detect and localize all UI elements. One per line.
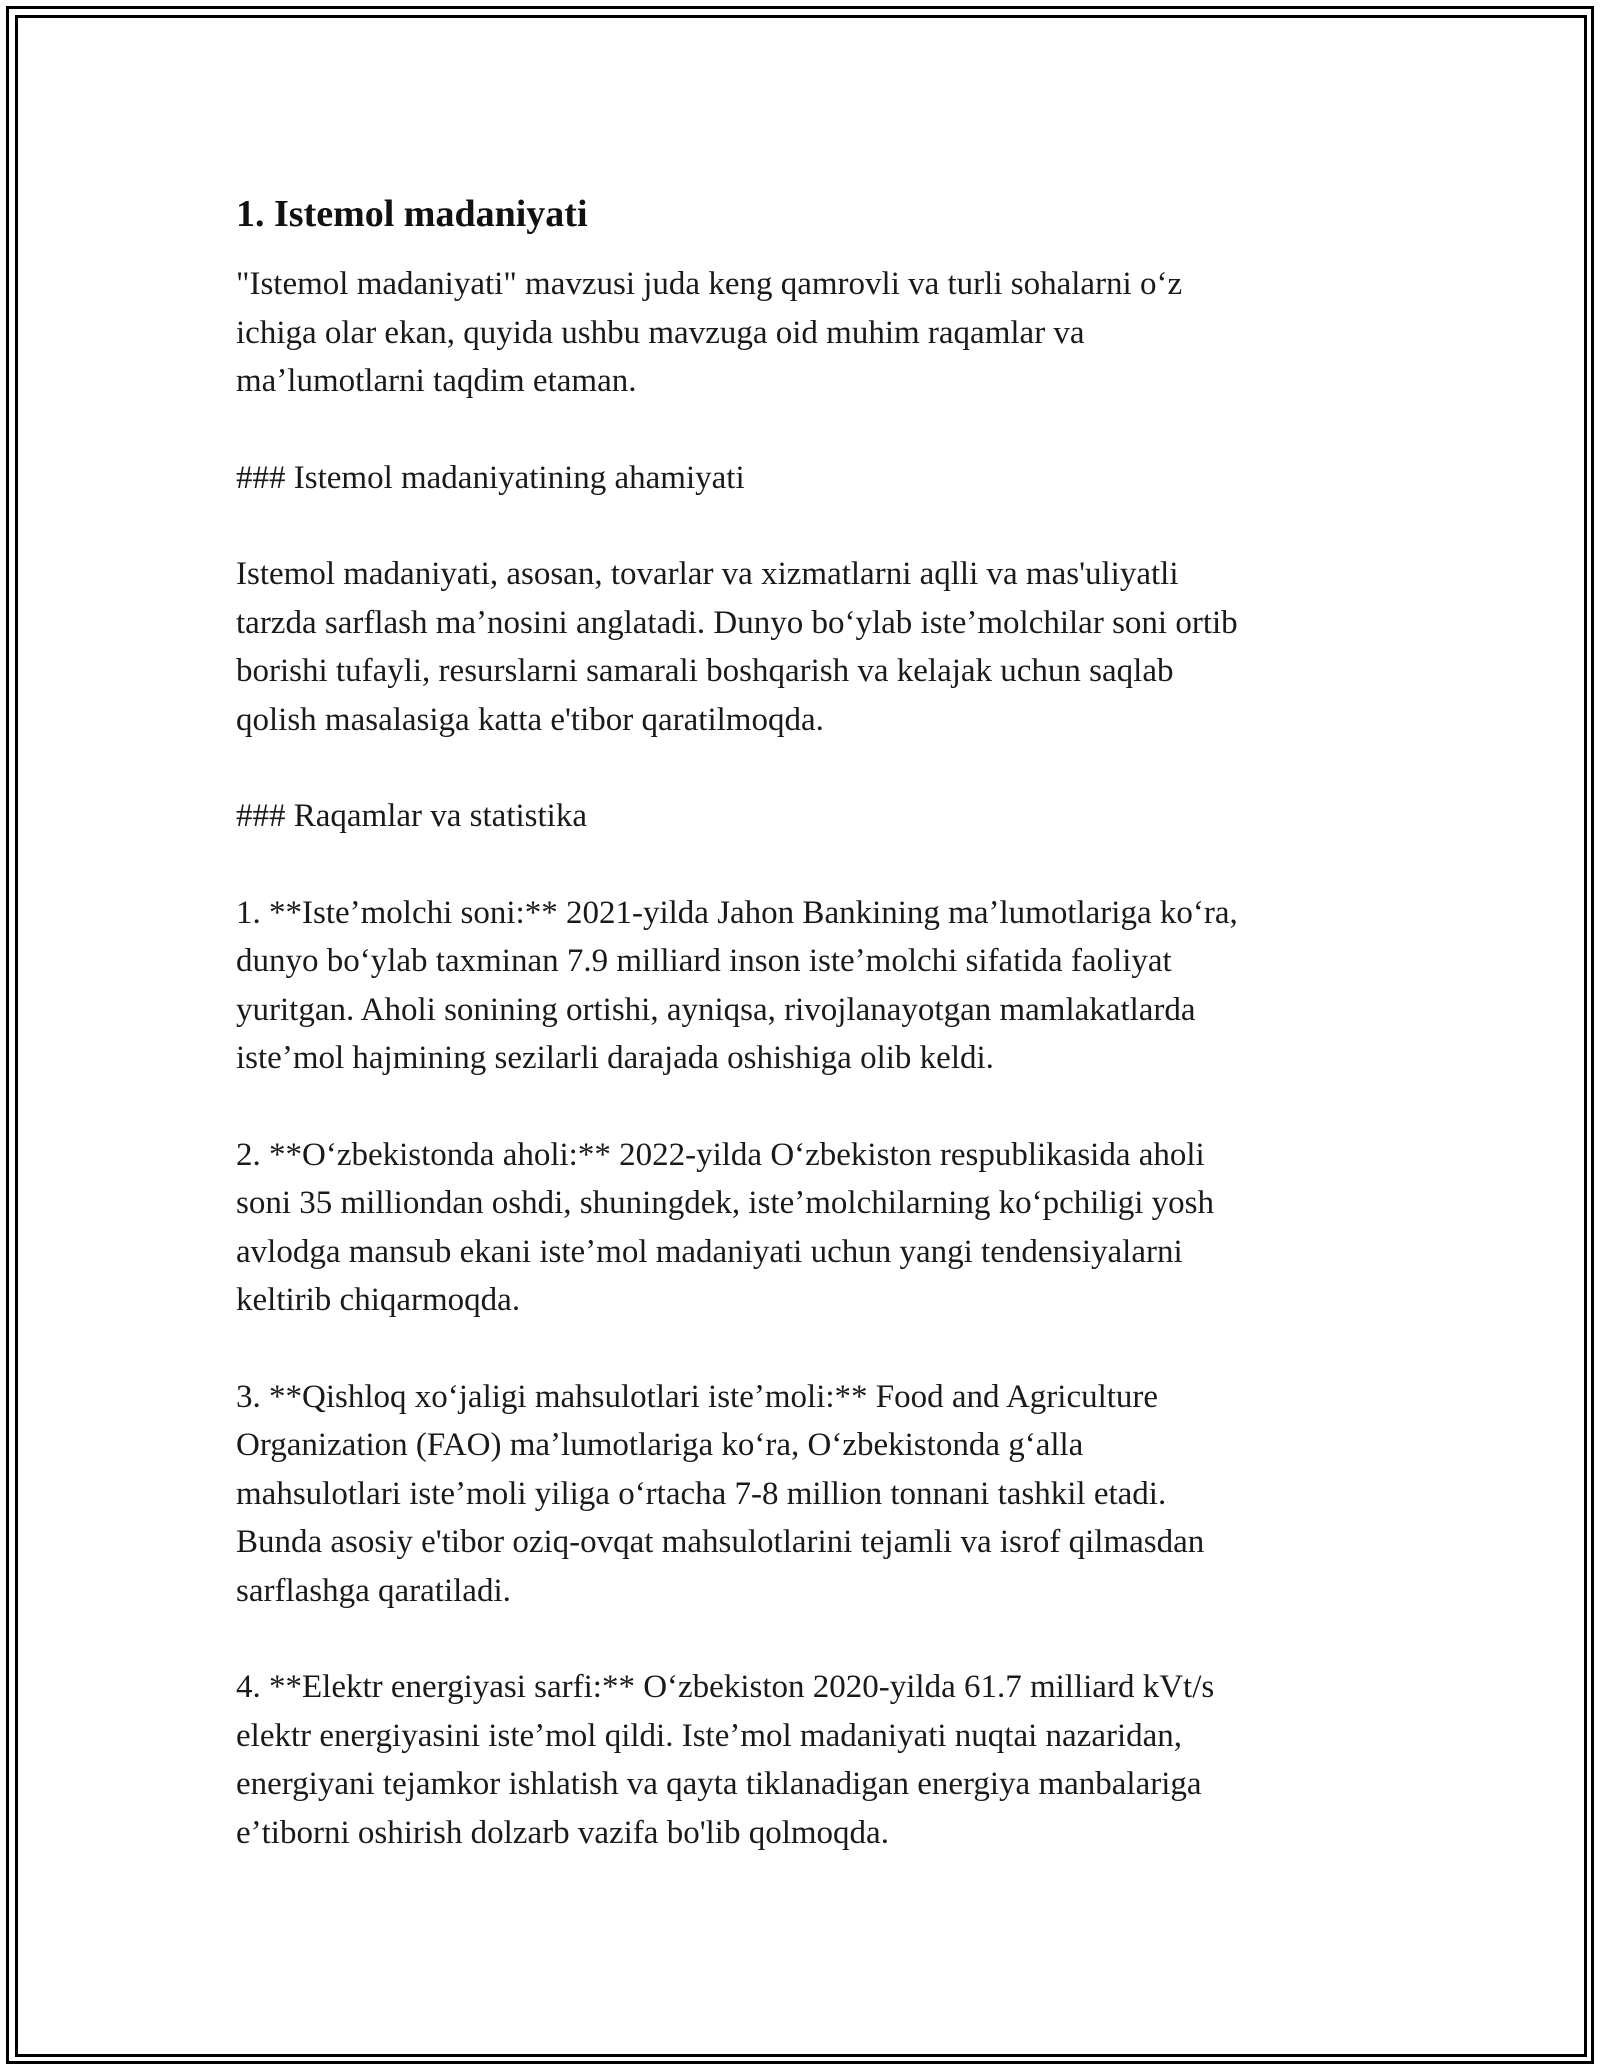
statistics-item-4: 4. **Elektr energiyasi sarfi:** Oʻzbekiston 2020-yilda 61.7 milliard kVt/s elektr energiyasini isteʼmol qildi. Isteʼmol madaniyati nuqtai nazaridan, energiyani tejamkor ishlatish va qayta tiklanadigan energiya manbalariga eʼtiborni oshirish dolzarb vazifa bo'lib qolmoqda. [236, 1669, 1215, 1851]
document-body [236, 186, 1366, 1857]
intro-paragraph: "Istemol madaniyati" mavzusi juda keng qamrovli va turli sohalarni oʻz ichiga olar ekan, quyida ushbu mavzuga oid muhim raqamlar va maʼlumotlarni taqdim etaman. [236, 266, 1183, 399]
section-heading-statistics: ### Raqamlar va statistika [236, 798, 587, 834]
statistics-item-1: 1. **Isteʼmolchi soni:** 2021-yilda Jahon Bankining maʼlumotlariga koʻra, dunyo boʻylab taxminan 7.9 milliard inson isteʼmolchi sifatida faoliyat yuritgan. Aholi sonining ortishi, ayniqsa, rivojlanayotgan mamlakatlarda isteʼmol hajmining sezilarli darajada oshishiga olib keldi. [236, 894, 1238, 1076]
importance-paragraph: Istemol madaniyati, asosan, tovarlar va xizmatlarni aqlli va mas'uliyatli tarzda sarflash maʼnosini anglatadi. Dunyo boʻylab isteʼmolchilar soni ortib borishi tufayli, resurslarni samarali boshqarish va kelajak uchun saqlab qolish masalasiga katta e'tibor qaratilmoqda. [236, 556, 1238, 738]
section-heading-importance: ### Istemol madaniyatining ahamiyati [236, 459, 745, 496]
document-title: 1. Istemol madaniyati [236, 193, 588, 235]
statistics-item-2: 2. **Oʻzbekistonda aholi:** 2022-yilda Oʻzbekiston respublikasida aholi soni 35 milliondan oshdi, shuningdek, isteʼmolchilarning koʻpchiligi yosh avlodga mansub ekani isteʼmol madaniyati uchun yangi tendensiyalarni keltirib chiqarmoqda. [236, 1136, 1215, 1318]
statistics-item-3: 3. **Qishloq xoʻjaligi mahsulotlari isteʼmoli:** Food and Agriculture Organization (FAO) maʼlumotlariga koʻra, Oʻzbekistonda gʻalla mahsulotlari isteʼmoli yiliga oʻrtacha 7-8 million tonnani tashkil etadi. Bunda asosiy e'tibor oziq-ovqat mahsulotlarini tejamli va isrof qilmasdan sarflashga qaratiladi. [236, 1378, 1205, 1609]
